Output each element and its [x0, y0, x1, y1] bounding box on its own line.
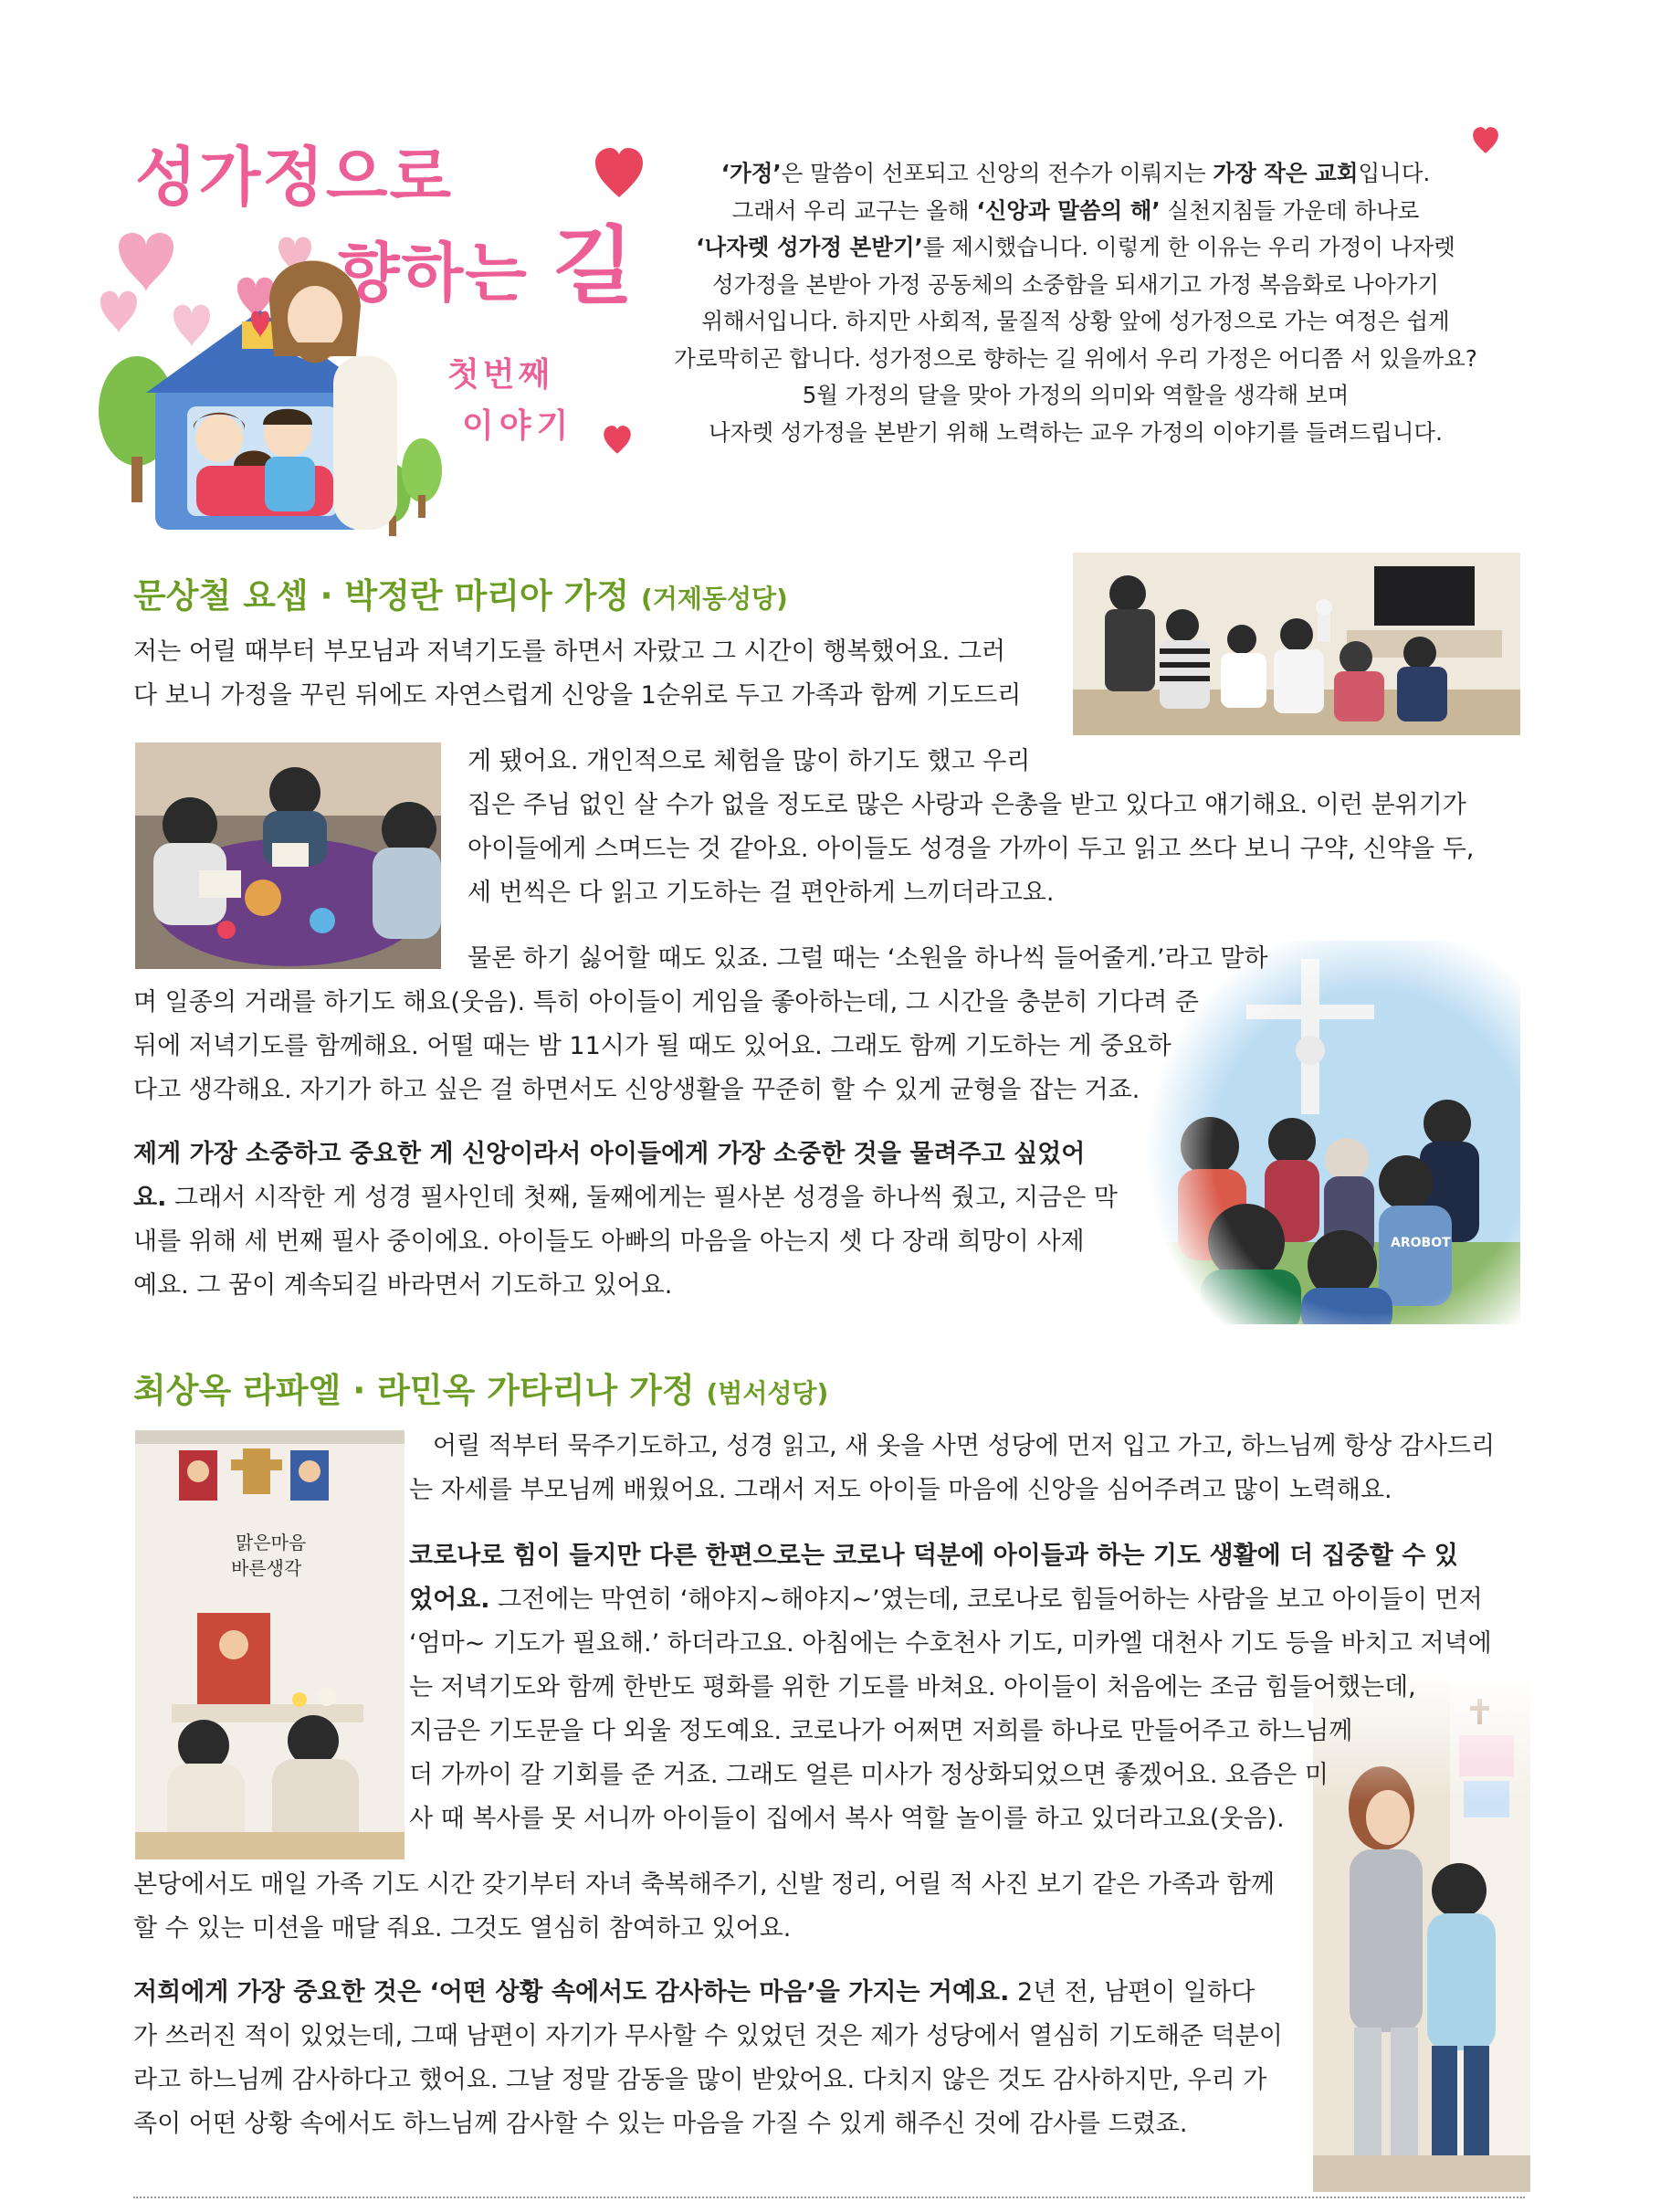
s1-line: 세 번씩은 다 읽고 기도하는 걸 편안하게 느끼더라고요. [468, 879, 1055, 907]
intro-line: 나자렛 성가정을 본받기 위해 노력하는 교우 가정의 이야기를 들려드립니다. [709, 418, 1443, 446]
s2-line: 족이 어떤 상황 속에서도 하느님께 감사할 수 있는 마음을 가질 수 있게 해주신 것에 감사를 드렸죠. [133, 2110, 1188, 2138]
s2-line: 본당에서도 매일 가족 기도 시간 갖기부터 자녀 축복해주기, 신발 정리, 어릴 적 사진 보기 같은 가족과 함께 [133, 1870, 1275, 1899]
s2-line: 사 때 복사를 못 서니까 아이들이 집에서 복사 역할 놀이를 하고 있더라고요(웃음). [409, 1805, 1285, 1833]
s2-line: 가 쓰러진 적이 있었는데, 그때 남편이 자기가 무사할 수 있었던 것은 제가 성당에서 열심히 기도해준 덕분이 [133, 2022, 1283, 2050]
s2-line: 저희에게 가장 중요한 것은 ‘어떤 상황 속에서도 감사하는 마음’을 가지는 거예요. 2년 전, 남편이 일하다 [133, 1978, 1256, 2007]
photo-prayer-room [135, 1430, 404, 1859]
page-title-line2: 향하는 길 [338, 217, 636, 315]
s2-line: 라고 하느님께 감사하다고 했어요. 그날 정말 감동을 많이 받았어요. 다치지 않은 것도 감사하지만, 우리 가 [133, 2066, 1267, 2094]
section2-title: 최상옥 라파엘 · 라민옥 가타리나 가정 (범서성당) [133, 1371, 829, 1410]
s2-line: 는 저녁기도와 함께 한반도 평화를 위한 기도를 바쳐요. 아이들이 처음에는 조금 힘들어했는데, [409, 1673, 1416, 1701]
photo-kids-reading [135, 743, 441, 969]
s2-line: 지금은 기도문을 다 외울 정도예요. 코로나가 어쩌면 저희를 하나로 만들어주고 하느님께 [409, 1717, 1353, 1745]
intro-line: ‘나자렛 성가정 본받기’를 제시했습니다. 이렇게 한 이유는 우리 가정이 나자렛 [696, 234, 1455, 260]
photo-family-outdoor [1146, 941, 1520, 1324]
sign-text-2: 바른생각 [231, 1557, 302, 1579]
photo-family-prayer [1073, 553, 1520, 735]
intro-line: ‘가정’은 말씀이 선포되고 신앙의 전수가 이뤄지는 가장 작은 교회입니다. [720, 160, 1431, 186]
subtitle-line1: 첫번째 [447, 356, 554, 394]
s1-line: 아이들에게 스며드는 것 같아요. 아이들도 성경을 가까이 두고 읽고 쓰다 보니 구약, 신약을 두, [468, 835, 1475, 863]
page-title-line1: 성가정으로 [135, 140, 454, 215]
s1-line: 며 일종의 거래를 하기도 해요(웃음). 특히 아이들이 게임을 좋아하는데, 그 시간을 충분히 기다려 준 [133, 988, 1200, 1016]
bottom-divider [133, 2196, 1525, 2198]
sign-text-1: 맑은마음 [236, 1532, 307, 1554]
intro-paragraph [628, 155, 1523, 451]
s1-line: 다 보니 가정을 꾸린 뒤에도 자연스럽게 신앙을 1순위로 두고 가족과 함께 기도드리 [133, 681, 1022, 710]
s2-line: 었어요. 그전에는 막연히 ‘해야지~해야지~’였는데, 코로나로 힘들어하는 사람을 보고 아이들이 먼저 [409, 1585, 1483, 1614]
s1-line: 다고 생각해요. 자기가 하고 싶은 걸 하면서도 신앙생활을 꾸준히 할 수 있게 균형을 잡는 거죠. [133, 1076, 1140, 1104]
s2-line: 더 가까이 갈 기회를 준 거죠. 그래도 얼른 미사가 정상화되었으면 좋겠어요. 요즘은 미 [409, 1761, 1329, 1789]
intro-line: 그래서 우리 교구는 올해 ‘신앙과 말씀의 해’ 실천지침들 가운데 하나로 [731, 196, 1420, 224]
s1-line: 요. 그래서 시작한 게 성경 필사인데 첫째, 둘째에게는 필사본 성경을 하나씩 줬고, 지금은 막 [133, 1184, 1118, 1212]
s2-bold-line: 코로나로 힘이 들지만 다른 한편으로는 코로나 덕분에 아이들과 하는 기도 생활에 더 집중할 수 있 [409, 1542, 1458, 1570]
intro-line: 5월 가정의 달을 맞아 가정의 의미와 역할을 생각해 보며 [802, 382, 1350, 408]
s1-line: 뒤에 저녁기도를 함께해요. 어떨 때는 밤 11시가 될 때도 있어요. 그래도 함께 기도하는 게 중요하 [133, 1032, 1171, 1060]
section1-title: 문상철 요셉 · 박정란 마리아 가정 (거제동성당) [133, 576, 788, 616]
s2-line: 는 자세를 부모님께 배웠어요. 그래서 저도 아이들 마음에 신앙을 심어주려고 많이 노력해요. [409, 1476, 1392, 1504]
intro-line: 가로막히곤 합니다. 성가정으로 향하는 길 위에서 우리 가정은 어디쯤 서 있을까요? [674, 344, 1477, 372]
s2-line: ‘엄마~ 기도가 필요해.’ 하더라고요. 아침에는 수호천사 기도, 미카엘 대천사 기도 등을 바치고 저녁에 [409, 1629, 1492, 1658]
s1-line: 게 됐어요. 개인적으로 체험을 많이 하기도 했고 우리 [468, 747, 1031, 775]
s2-line: 할 수 있는 미션을 매달 줘요. 그것도 열심히 참여하고 있어요. [133, 1914, 792, 1943]
intro-line: 성가정을 본받아 가정 공동체의 소중함을 되새기고 가정 복음화로 나아가기 [712, 270, 1439, 298]
intro-line: 위해서입니다. 하지만 사회적, 물질적 상황 앞에 성가정으로 가는 여정은 쉽게 [701, 308, 1450, 334]
s1-line: 저는 어릴 때부터 부모님과 저녁기도를 하면서 자랐고 그 시간이 행복했어요. 그러 [133, 637, 1006, 666]
s1-line: 내를 위해 세 번째 필사 중이에요. 아이들도 아빠의 마음을 아는지 셋 다 장래 희망이 사제 [133, 1227, 1085, 1256]
s2-line: 어릴 적부터 묵주기도하고, 성경 읽고, 새 옷을 사면 성당에 먼저 입고 가고, 하느님께 항상 감사드리 [433, 1432, 1496, 1460]
s1-line: 예요. 그 꿈이 계속되길 바라면서 기도하고 있어요. [133, 1271, 673, 1300]
s1-line: 집은 주님 없인 살 수가 없을 정도로 많은 사랑과 은총을 받고 있다고 얘기해요. 이런 분위기가 [468, 791, 1466, 819]
subtitle-line2: 이야기 [462, 407, 574, 445]
s1-bold-line: 제게 가장 소중하고 중요한 게 신앙이라서 아이들에게 가장 소중한 것을 물려주고 싶었어 [133, 1140, 1086, 1168]
heart-icon [1472, 126, 1499, 155]
s1-line: 물론 하기 싫어할 때도 있죠. 그럴 때는 ‘소원을 하나씩 들어줄게.’라고 말하 [468, 944, 1268, 973]
